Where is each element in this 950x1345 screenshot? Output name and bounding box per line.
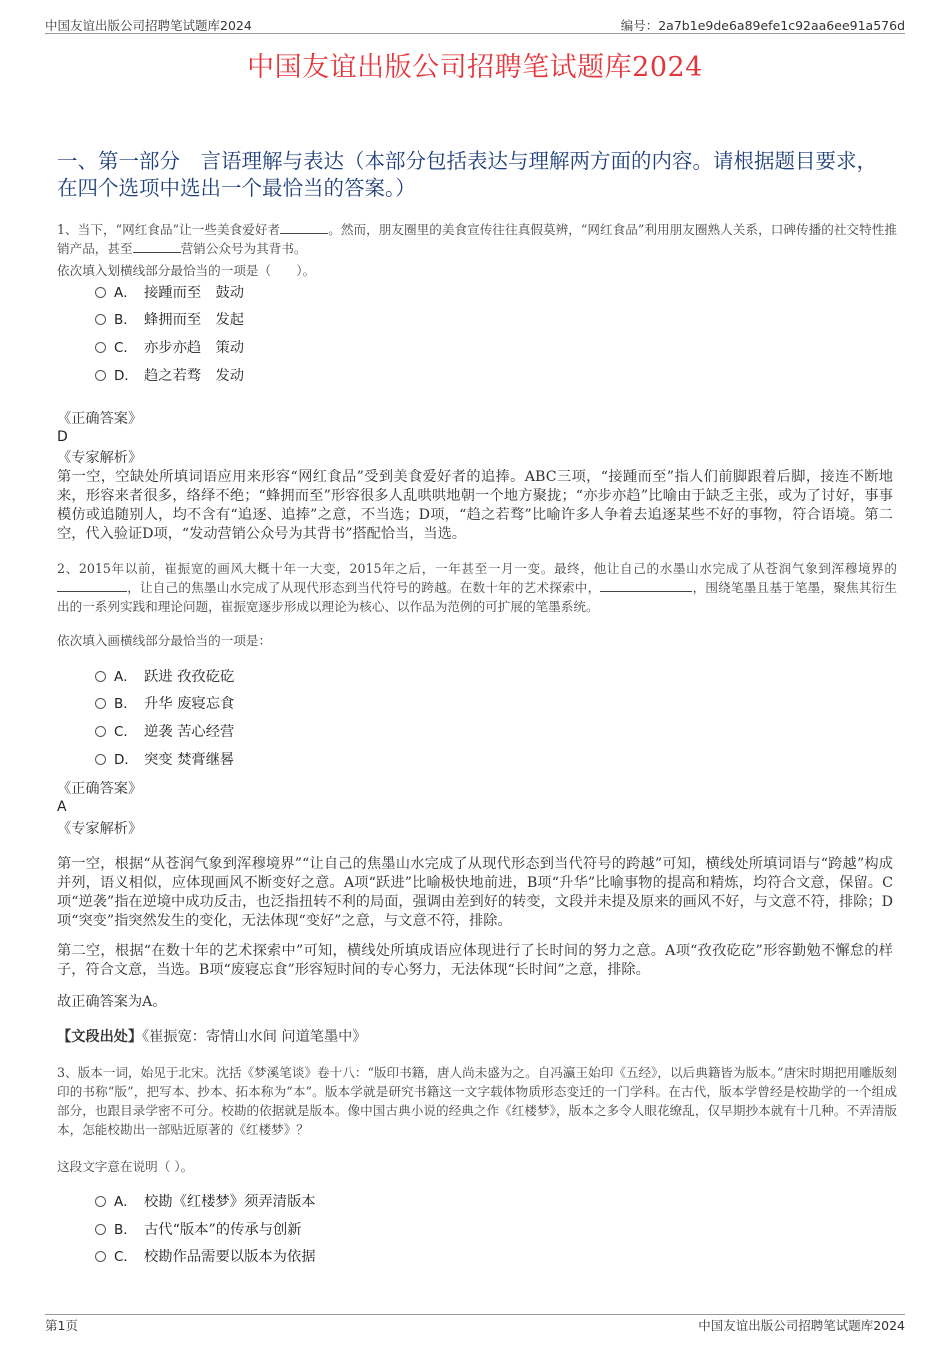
- q1-text-c: 营销公众号为其背书。: [180, 241, 307, 256]
- q3-option-b[interactable]: B． 古代“版本”的传承与创新: [95, 1220, 302, 1240]
- q2-option-b[interactable]: B． 升华 废寝忘食: [95, 694, 234, 714]
- radio-icon[interactable]: [95, 314, 106, 325]
- q2-analysis-label: 《专家解析》: [57, 821, 143, 837]
- header-doc-title: 中国友谊出版公司招聘笔试题库2024: [45, 18, 252, 33]
- q2-option-d[interactable]: D． 突变 焚膏继晷: [95, 750, 234, 770]
- q2-option-a[interactable]: A． 跃进 孜孜矻矻: [95, 667, 234, 687]
- q1-option-d[interactable]: D． 趋之若骛 发动: [95, 366, 244, 386]
- blank-line: [600, 579, 692, 592]
- radio-icon[interactable]: [95, 1251, 106, 1262]
- blank-line: [57, 579, 127, 592]
- q1-option-b[interactable]: B． 蜂拥而至 发起: [95, 310, 244, 330]
- q1-text-a: 1、当下，“网红食品”让一些美食爱好者: [57, 222, 281, 237]
- page-footer: [45, 1314, 905, 1332]
- radio-icon[interactable]: [95, 726, 106, 737]
- q2-analysis-2: 第二空，根据“在数十年的艺术探索中”可知，横线处所填成语应体现进行了长时间的努力之意。A项“孜孜矻矻”形容勤勉不懈怠的样子，符合文意，当选。B项“废寝忘食”形容短时间的专心努力，无法体现“长时间”之意，排除。: [57, 943, 893, 978]
- q1-answer-label: 《正确答案》: [57, 411, 143, 427]
- q2-answer-label: 《正确答案》: [57, 781, 143, 797]
- q1-answer: D: [57, 429, 68, 445]
- q1-option-a[interactable]: A． 接踵而至 鼓动: [95, 283, 244, 303]
- q3-option-c[interactable]: C． 校勘作品需要以版本为依据: [95, 1247, 316, 1267]
- header-code-value: 2a7b1e9de6a89efe1c92aa6ee91a576d: [658, 18, 905, 33]
- page-header: [45, 15, 905, 34]
- radio-icon[interactable]: [95, 370, 106, 381]
- q1-option-c[interactable]: C． 亦步亦趋 策动: [95, 338, 244, 358]
- question-3-stem: 3、版本一词，始见于北宋。沈括《梦溪笔谈》卷十八：“版印书籍，唐人尚未盛为之。自冯瀛王始印《五经》，以后典籍皆为版本。”唐宋时期把用雕版刻印的书称“版”，把写本、抄本、拓本称为“本”。版本学就是研究书籍这一文字载体物质形态变迁的一门学科。在古代，版本学曾经是校勘学的一个组成部分，也跟目录学密不可分。校勘的依据就是版本。像中国古典小说的经典之作《红楼梦》，版本之多令人眼花缭乱，仅早期抄本就有十几种。不弄清版本，怎能校勘出一部贴近原著的《红楼梦》？: [57, 1065, 897, 1137]
- q2-option-c[interactable]: C． 逆袭 苦心经营: [95, 722, 234, 742]
- q1-analysis: 第一空，空缺处所填词语应用来形容“网红食品”受到美食爱好者的追捧。ABC三项，“接踵而至”指人们前脚跟着后脚，接连不断地来，形容来者很多，络绎不绝；“蜂拥而至”形容很多人乱哄哄地朝一个地方聚拢；“亦步亦趋”比喻由于缺乏主张，或为了讨好，事事模仿或追随别人，均不含有“追逐、追捧”之意，不当选；D项，“趋之若骛”比喻许多人争着去追逐某些不好的事物，符合语境。第二空，代入验证D项，“发动营销公众号为其背书”搭配恰当，当选。: [57, 469, 893, 542]
- question-2-stem: [57, 559, 897, 616]
- radio-icon[interactable]: [95, 1196, 106, 1207]
- q2-answer: A: [57, 799, 67, 815]
- section-title: 一、第一部分 言语理解与表达（本部分包括表达与理解两方面的内容。请根据题目要求，在四个选项中选出一个最恰当的答案。）: [57, 149, 877, 200]
- page-title: 中国友谊出版公司招聘笔试题库2024: [247, 52, 703, 83]
- q2-conclusion: 故正确答案为A。: [57, 994, 167, 1010]
- radio-icon[interactable]: [95, 698, 106, 709]
- blank-line: [133, 240, 181, 253]
- question-3-prompt: 这段文字意在说明（ ）。: [57, 1159, 194, 1174]
- question-1-stem: [57, 220, 897, 258]
- q2-analysis-1: 第一空，根据“从苍润气象到浑穆境界”“让自己的焦墨山水完成了从现代形态到当代符号的跨越”可知，横线处所填词语与“跨越”构成并列，语义相似，应体现画风不断变好之意。A项“跃进”比喻极快地前进，B项“升华”比喻事物的提高和精炼，均符合文意，保留。C项“逆袭”指在逆境中成功反击，也泛指扭转不利的局面，强调由差到好的转变，文段并未提及原来的画风不好，与文意不符，排除；D项“突变”指突然发生的变化，无法体现“变好”之意，与文意不符，排除。: [57, 856, 893, 929]
- blank-line: [280, 221, 328, 234]
- q1-text-b: 。然而，朋友圈里的美食宣传往往真假莫辨，“网红食品”利用朋友圈熟人关系，口碑传播的社交特性推销产品，甚至: [57, 222, 897, 256]
- page-number: 第1页: [45, 1318, 78, 1333]
- source-label: 【文段出处】: [57, 1029, 143, 1045]
- q3-option-a[interactable]: A． 校勘《红楼梦》须弄清版本: [95, 1192, 316, 1212]
- q2-text-b: ，让自己的焦墨山水完成了从现代形态到当代符号的跨越。在数十年的艺术探索中，: [127, 580, 601, 595]
- radio-icon[interactable]: [95, 1224, 106, 1235]
- radio-icon[interactable]: [95, 671, 106, 682]
- radio-icon[interactable]: [95, 287, 106, 298]
- header-doc-code: [621, 16, 905, 34]
- q2-source: [57, 1028, 893, 1047]
- footer-doc-title: 中国友谊出版公司招聘笔试题库2024: [698, 1318, 905, 1333]
- radio-icon[interactable]: [95, 342, 106, 353]
- q1-analysis-label: 《专家解析》: [57, 450, 143, 466]
- q2-text-a: 2、2015年以前，崔振宽的画风大概十年一大变，2015年之后，一年甚至一月一变。最终，他让自己的水墨山水完成了从苍润气象到浑穆境界的: [57, 561, 897, 576]
- radio-icon[interactable]: [95, 754, 106, 765]
- question-1-prompt: 依次填入划横线部分最恰当的一项是（ ）。: [57, 263, 316, 278]
- source-title: 《崔振宽：寄情山水间 问道笔墨中》: [142, 1029, 367, 1045]
- header-code-label: 编号：: [620, 18, 659, 33]
- question-2-prompt: 依次填入画横线部分最恰当的一项是：: [57, 633, 272, 648]
- q2-text-c: ，围绕笔墨且基于笔墨，聚焦其衍生出的一系列实践和理论问题，崔振宽逐步形成以理论为核心、以作品为范例的可扩展的笔墨系统。: [57, 580, 898, 614]
